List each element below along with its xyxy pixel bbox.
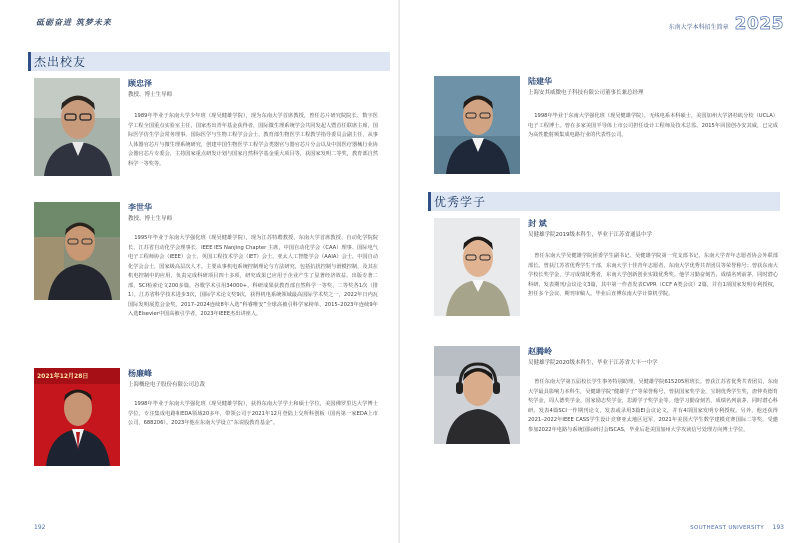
student-name-1: 封 斌 xyxy=(528,219,547,228)
alumni-title-2: 教授、博士生导师 xyxy=(128,216,173,222)
alumni-bio-4: 1998年毕业于东南大学强化班（现吴健雄学院），无线电系本科硕士，美国加州大学洛杉矶分校（UCLA）电子工程博士。曾在多家美国半导体上市公司担任设计工程师及技术总监。2015年回国创办安其威，已完成为高性能射频集成电路行业的代表性公司。 xyxy=(528,113,778,138)
alumni-photo-2 xyxy=(34,202,120,300)
section-title-alumni: 杰出校友 xyxy=(34,55,87,69)
section-bar-alumni xyxy=(28,52,390,71)
alumni-name-4: 陆建华 xyxy=(528,77,552,86)
alumni-photo-3 xyxy=(34,368,120,466)
section-bar-students xyxy=(428,192,780,211)
student-bio-2: 曾任东南大学第五届校长学生事务特别助理，吴健雄学院615205班班长。曾获江苏省优秀共青团员，东南大学最具影响力本科生，吴健雄学院“健雄学子”等荣誉称号，曾获国家奖学金，宝钢优秀学生奖，唐仲英德育奖学金，周人德奖学金，国家励志奖学金，思源学子奖学金等。他学习勤奋刻苦，成绩名列前茅，同时潜心科研，发表4篇SCI一作期刊论文，发表或录用3篇EI会议论文，并有4项国家发明专利授权。另外，他还获得2021–2022年IEEE CASS学生设计竞赛亚太地区冠军，2021年美国大学生数学建模竞赛国际二等奖，受邀参加2022年电路与系统国际研讨会ISCAS，毕业后赴美国加州大学攻读信号处理方向博士学位。 xyxy=(528,379,778,433)
alumni-name-1: 顾忠泽 xyxy=(128,79,152,88)
footer-university: SOUTHEAST UNIVERSITY xyxy=(690,525,764,531)
alumni-bio-1: 1989年毕业于东南大学少年班（现吴健雄学院），现为东南大学首席教授，曾任芯片研究院院长、数字医学工程全国重点实验室主任，国家杰出青年基金获得者，国际微生理系统学会共同发起人暨首任联席主席，国际医学仿生学会常务理事，国际医学与生物工程学会会士，教育部生物医学工程教学指导委员会副主任，从事人体器官芯片与微生理系统研究，创建中国生物医学工程学会类器官与器官芯片分会以及中国医疗器械行业协会器官芯片专委会，主持国家重点研发计划与国家自然科学基金重大项目等，获国家发明二等奖，教育部自然科学一等奖等。 xyxy=(128,113,378,167)
student-title-1: 吴健雄学院2019级本科生，毕业于江苏省通县中学 xyxy=(528,232,652,238)
header-year: 2025 xyxy=(734,14,784,34)
alumni-bio-3: 1998年毕业于东南大学强化班（现吴健雄学院），获得东南大学学士和硕士学位，美国佛罗里达大学博士学位，专注集成电路和EDA领域20多年，带领公司于2021年12月登陆上交所科创板（国内第一家EDA上市公司，688206）。2023年他在东南大学设立“东说股教育基金”。 xyxy=(128,401,378,426)
student-title-2: 吴健雄学院2020级本科生，毕业于江苏省大丰一中学 xyxy=(528,360,658,366)
student-photo-1 xyxy=(434,218,520,316)
alumni-bio-2: 1995年毕业于东南大学强化班（现吴健雄学院），现为江苏特聘教授、东南大学首席教授、自动化学院院长、江苏省自动化学会理事长、IEEE IES Nanjing Chapter 主席，中国自动化学会（CAA）理事、国际电气电子工程师协会（IEEE）会士、英国工程技术学会（IET）会士，亚太人工智能学会（AAIA）会士，中国自动化学会会士，国家级高层次人才。主要从事机电系统控制理论与方法研究，包括抗扰控制与滑模控制，及其在机电控制中的应用，负责完成科研项目四十多项，研究成果已应用于企业产生了显著经济效益。出版专著二部，SCI检索论文200多篇，谷歌学术引用34000+，科研成果获教育部自然科学一等奖、二等奖各1次（排1），江苏省科学技术进步3次，国际学术论文奖9次，获得机电系统领域最高国际学术奖之一，2022年日内瓦国际发明展览会金奖。2017–2024连续8年入选“科睿唯安”全球高被引科学家榜单，2015–2023年连续9年入选Elsevier中国高被引学者，2023年IEEE杰出讲座人。 xyxy=(128,235,378,317)
student-name-2: 赵腾岭 xyxy=(528,347,552,356)
student-bio-1: 曾任东南大学吴健雄学院团委学生副书记、吴健雄学院第一党支部书记，东南大学青年志愿者协会外联部部长。曾获江苏省优秀学生干部，东南大学十佳青年志愿者，东南大学优秀共青团员等荣誉称号；曾获东南大学校长奖学金，学习成绩优秀者，东南大学创新创业实践优秀奖。他学习勤奋刻苦，成绩名列前茅，同时潜心科研，发表期刊/会议论文3篇，其中第一作者发表CVPR（CCF A类会议）2篇，并有1项国家发明专利授权，担任多个会议、期刊审稿人。毕业后直博东南大学计算机学院。 xyxy=(528,253,778,297)
header-title: 东南大学本科招生简章 xyxy=(668,24,729,31)
alumni-photo-3-banner: 2021年12月28日 xyxy=(37,373,89,380)
alumni-name-3: 杨廉峰 xyxy=(128,369,152,378)
alumni-name-2: 李世华 xyxy=(128,203,152,212)
alumni-title-4: 上海安其威微电子科技有限公司董事长兼总经理 xyxy=(528,90,644,96)
alumni-title-1: 教授、博士生导师 xyxy=(128,92,173,98)
right-page-number: 193 xyxy=(772,524,784,531)
right-page xyxy=(400,0,800,543)
student-photo-2 xyxy=(434,346,520,444)
alumni-photo-1 xyxy=(34,78,120,176)
left-page-number: 192 xyxy=(34,524,46,531)
header-right xyxy=(669,14,784,34)
alumni-photo-4 xyxy=(434,76,520,174)
section-title-students: 优秀学子 xyxy=(434,195,487,209)
alumni-title-3: 上海概伦电子股份有限公司总裁 xyxy=(128,382,206,388)
motto-calligraphy: 砥砺奋进 筑梦未来 xyxy=(36,17,112,27)
